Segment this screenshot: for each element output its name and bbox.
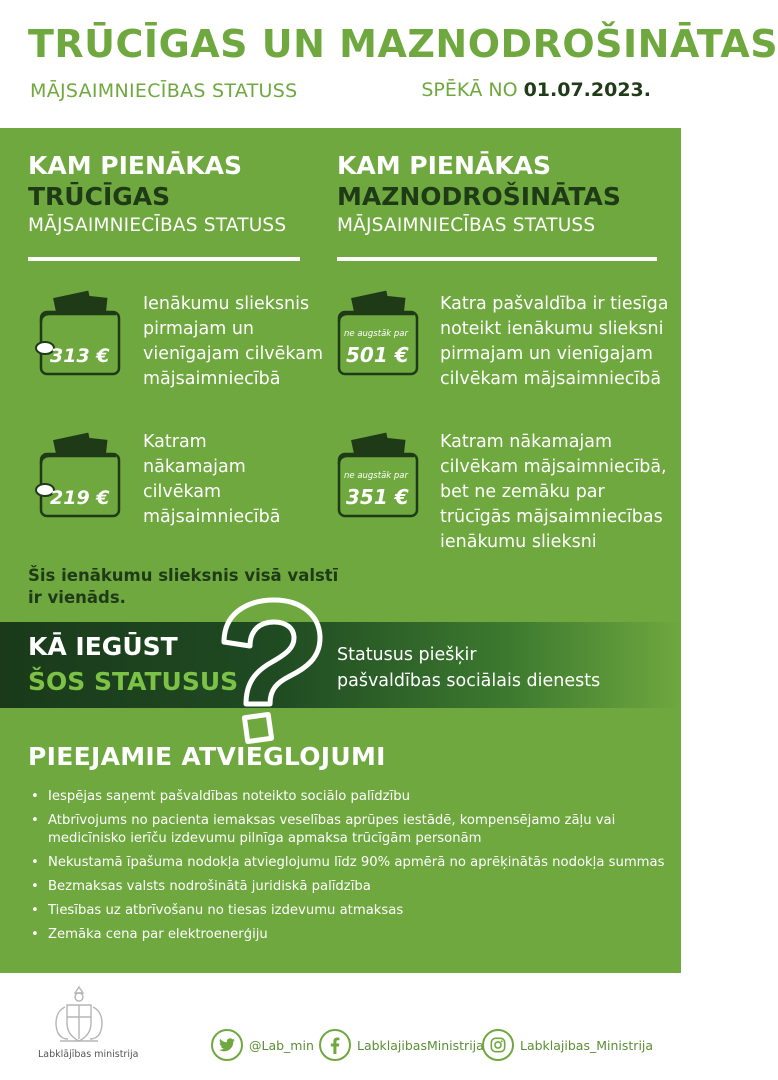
left-item-1-line: Ienākumu slieksnis <box>143 294 310 314</box>
right-column-heading <box>337 150 621 240</box>
wallet-icon <box>36 290 126 380</box>
benefits-title: PIEEJAMIE ATVIEGLOJUMI <box>28 742 386 771</box>
question-mark-icon <box>206 596 326 746</box>
left-heading-line3: MĀJSAIMNIECĪBAS STATUSS <box>28 215 287 236</box>
right-item-2-line: Katram nākamajam <box>440 432 613 452</box>
wallet-amount: 313 € <box>50 345 110 367</box>
wallet-amount: 351 € <box>346 485 409 509</box>
right-heading-line1: KAM PIENĀKAS <box>337 151 552 180</box>
how-heading-line2: ŠOS STATUSUS <box>28 667 239 696</box>
right-heading-line3: MĀJSAIMNIECĪBAS STATUSS <box>337 215 596 236</box>
left-item-2-line: Katram <box>143 432 207 452</box>
twitter-link[interactable] <box>211 1029 314 1061</box>
left-divider <box>28 257 300 261</box>
benefits-list <box>30 788 670 950</box>
page-title: TRŪCĪGAS UN MAZNODROŠINĀTAS <box>28 22 778 66</box>
left-column-heading <box>28 150 286 240</box>
right-item-2-text <box>440 430 667 555</box>
facebook-icon <box>319 1029 351 1061</box>
twitter-handle: @Lab_min <box>249 1037 314 1053</box>
how-text-line: pašvaldības sociālais dienests <box>337 671 601 691</box>
left-item-1-line: vienīgajam cilvēkam <box>143 344 324 364</box>
list-item: • Zemāka cena par elektroenerģiju <box>30 926 670 944</box>
right-item-2-line: cilvēkam mājsaimniecībā, <box>440 457 667 477</box>
left-item-1-line: mājsaimniecībā <box>143 369 281 389</box>
wallet-amount: 501 € <box>346 343 409 367</box>
effective-date-value: 01.07.2023. <box>523 79 651 101</box>
page-subtitle: MĀJSAIMNIECĪBAS STATUSS <box>30 80 298 102</box>
left-item-2-line: mājsaimniecībā <box>143 507 281 527</box>
effective-prefix: SPĒKĀ NO <box>421 79 518 101</box>
right-item-1-line: cilvēkam mājsaimniecībā <box>440 369 662 389</box>
left-item-1-line: pirmajam un <box>143 319 255 339</box>
facebook-handle: LabklajibasMinistrija <box>357 1037 484 1053</box>
left-heading-line2: TRŪCĪGAS <box>28 182 171 211</box>
note-line: Šis ienākumu slieksnis visā valstī <box>28 566 339 585</box>
effective-date <box>421 79 651 101</box>
facebook-link[interactable] <box>319 1029 484 1061</box>
wallet-icon <box>36 432 126 522</box>
twitter-icon <box>211 1029 243 1061</box>
left-heading-line1: KAM PIENĀKAS <box>28 151 243 180</box>
wallet-prefix: ne augstāk par <box>344 329 409 339</box>
list-item: • Iespējas saņemt pašvaldības noteikto sociālo palīdzību <box>30 788 670 806</box>
list-item: • Nekustamā īpašuma nodokļa atvieglojumu līdz 90% apmērā no aprēķinātās nodokļa summas <box>30 854 670 872</box>
wallet-icon <box>334 432 424 522</box>
right-item-2-line: bet ne zemāku par <box>440 482 605 502</box>
org-name: Labklājības ministrija <box>38 1049 139 1060</box>
how-heading-line1: KĀ IEGŪST <box>28 632 178 661</box>
instagram-link[interactable] <box>482 1029 653 1061</box>
crest-icon <box>50 983 108 1045</box>
right-item-1-text <box>440 292 668 392</box>
list-item: • Bezmaksas valsts nodrošinātā juridiskā palīdzība <box>30 878 670 896</box>
right-item-1-line: pirmajam un vienīgajam <box>440 344 653 364</box>
right-divider <box>337 257 657 261</box>
right-item-1-line: noteikt ienākumu slieksni <box>440 319 664 339</box>
wallet-amount: 219 € <box>50 487 110 509</box>
right-item-2-line: trūcīgās mājsaimniecības <box>440 507 663 527</box>
how-text <box>337 642 600 694</box>
list-item: • Atbrīvojums no pacienta iemaksas veselības aprūpes iestādē, kompensējamo zāļu vai medicīnisko ierīču izdevumu pilnīga apmaksa trūcīgām personām <box>30 812 670 848</box>
left-item-2-text <box>143 430 280 530</box>
left-item-2-line: cilvēkam <box>143 482 222 502</box>
right-item-1-line: Katra pašvaldība ir tiesīga <box>440 294 669 314</box>
instagram-handle: Labklajibas_Ministrija <box>520 1037 654 1053</box>
left-item-2-line: nākamajam <box>143 457 246 477</box>
right-item-2-line: ienākumu slieksni <box>440 532 597 552</box>
right-heading-line2: MAZNODROŠINĀTAS <box>337 182 621 211</box>
wallet-icon <box>334 290 424 380</box>
note-line: ir vienāds. <box>28 588 126 607</box>
header <box>0 0 778 128</box>
wallet-prefix: ne augstāk par <box>344 471 409 481</box>
list-item: • Tiesības uz atbrīvošanu no tiesas izdevumu atmaksas <box>30 902 670 920</box>
how-text-line: Statusus piešķir <box>337 645 477 665</box>
instagram-icon <box>482 1029 514 1061</box>
left-item-1-text <box>143 292 323 392</box>
